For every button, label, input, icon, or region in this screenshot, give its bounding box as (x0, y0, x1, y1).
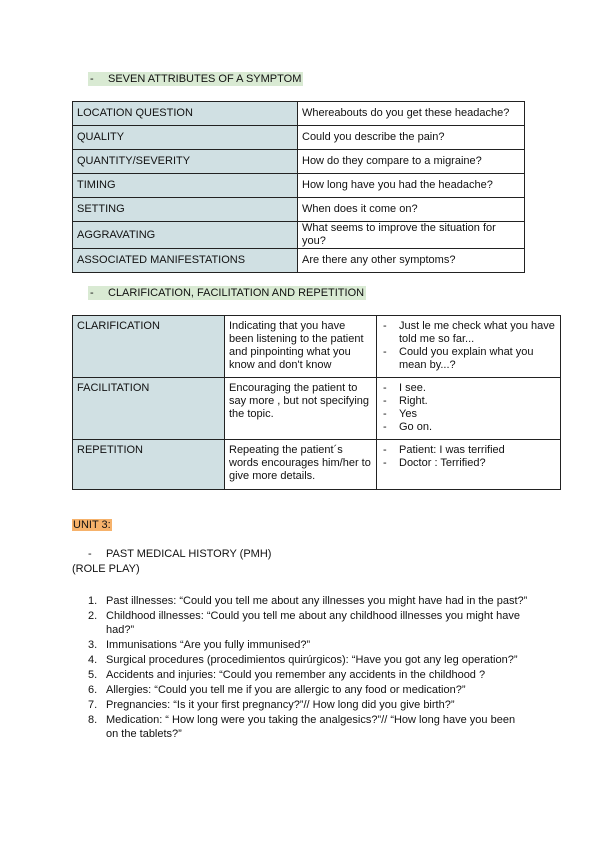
example-item: - Patient: I was terrified (381, 444, 556, 457)
pmh-item-text: Pregnancies: “Is it your first pregnancy?”// How long did you give birth?” (106, 699, 455, 711)
attribute-row (73, 222, 525, 249)
pmh-item-text: Past illnesses: “Could you tell me about any illnesses you might have had in the past?” (106, 595, 528, 607)
pmh-question-list (88, 594, 528, 742)
pmh-item (88, 653, 528, 667)
attribute-row (73, 102, 525, 126)
attribute-question: How long have you had the headache? (298, 174, 525, 198)
pmh-item-number: 7. (88, 699, 98, 711)
pmh-item (88, 683, 528, 697)
unit-title: UNIT 3: (73, 519, 111, 531)
attribute-label: QUALITY (73, 126, 298, 150)
technique-examples (377, 440, 561, 490)
heading-text: CLARIFICATION, FACILITATION AND REPETITION (108, 287, 365, 299)
technique-description: Repeating the patient´s words encourages him/her to give more details. (225, 440, 377, 490)
attribute-label: TIMING (73, 174, 298, 198)
attribute-question: Are there any other symptoms? (298, 249, 525, 273)
technique-row (73, 316, 561, 378)
example-item: - Right. (381, 395, 556, 408)
attribute-question: What seems to improve the situation for you? (298, 222, 525, 249)
attribute-row (73, 126, 525, 150)
pmh-item (88, 713, 528, 741)
example-item: - Doctor : Terrified? (381, 457, 556, 470)
attribute-question: Could you describe the pain? (298, 126, 525, 150)
technique-row (73, 440, 561, 490)
attributes-table (72, 101, 525, 273)
technique-label: REPETITION (73, 440, 225, 490)
attribute-label: AGGRAVATING (73, 222, 298, 249)
example-item: - Yes (381, 408, 556, 421)
pmh-item-number: 5. (88, 669, 98, 681)
technique-description: Encouraging the patient to say more , but not specifying the topic. (225, 378, 377, 440)
section-heading-clarification: - CLARIFICATION, FACILITATION AND REPETITION (90, 287, 365, 299)
attribute-label: LOCATION QUESTION (73, 102, 298, 126)
pmh-item-text: Allergies: “Could you tell me if you are allergic to any food or medication?” (106, 684, 466, 696)
pmh-item-number: 8. (88, 714, 98, 726)
pmh-item (88, 668, 528, 682)
technique-label: CLARIFICATION (73, 316, 225, 378)
pmh-item-number: 2. (88, 610, 98, 622)
attribute-question: How do they compare to a migraine? (298, 150, 525, 174)
attribute-question: When does it come on? (298, 198, 525, 222)
role-play-label: (ROLE PLAY) (72, 563, 140, 575)
pmh-item-number: 3. (88, 639, 98, 651)
pmh-item-text: Surgical procedures (procedimientos quirúrgicos): “Have you got any leg operation?” (106, 654, 518, 666)
pmh-item (88, 638, 528, 652)
attribute-row (73, 249, 525, 273)
pmh-item-text: Medication: “ How long were you taking the analgesics?”// “How long have you been on the tablets?” (106, 714, 516, 740)
pmh-item-number: 6. (88, 684, 98, 696)
heading-text: SEVEN ATTRIBUTES OF A SYMPTOM (108, 73, 302, 85)
attribute-label: QUANTITY/SEVERITY (73, 150, 298, 174)
pmh-item-text: Immunisations “Are you fully immunised?” (106, 639, 311, 651)
pmh-item (88, 609, 528, 637)
attribute-row (73, 198, 525, 222)
techniques-table (72, 315, 561, 490)
attribute-row (73, 174, 525, 198)
technique-label: FACILITATION (73, 378, 225, 440)
example-item: - Go on. (381, 421, 556, 434)
pmh-item (88, 594, 528, 608)
heading-text: PAST MEDICAL HISTORY (PMH) (106, 548, 272, 560)
pmh-item-text: Accidents and injuries: “Could you remember any accidents in the childhood ? (106, 669, 486, 681)
section-heading-pmh: - PAST MEDICAL HISTORY (PMH) (88, 548, 272, 560)
attribute-label: ASSOCIATED MANIFESTATIONS (73, 249, 298, 273)
example-item: - Could you explain what you mean by...? (381, 346, 556, 372)
technique-examples (377, 316, 561, 378)
example-item: - I see. (381, 382, 556, 395)
example-item: - Just le me check what you have told me so far... (381, 320, 556, 346)
attribute-row (73, 150, 525, 174)
attribute-label: SETTING (73, 198, 298, 222)
pmh-item-number: 1. (88, 595, 98, 607)
pmh-item-text: Childhood illnesses: “Could you tell me about any childhood illnesses you might have had?” (106, 610, 520, 636)
technique-description: Indicating that you have been listening to the patient and pinpointing what you know and don't know (225, 316, 377, 378)
pmh-item-number: 4. (88, 654, 98, 666)
pmh-item (88, 698, 528, 712)
attribute-question: Whereabouts do you get these headache? (298, 102, 525, 126)
technique-examples (377, 378, 561, 440)
technique-row (73, 378, 561, 440)
section-heading-attributes: - SEVEN ATTRIBUTES OF A SYMPTOM (90, 73, 302, 85)
